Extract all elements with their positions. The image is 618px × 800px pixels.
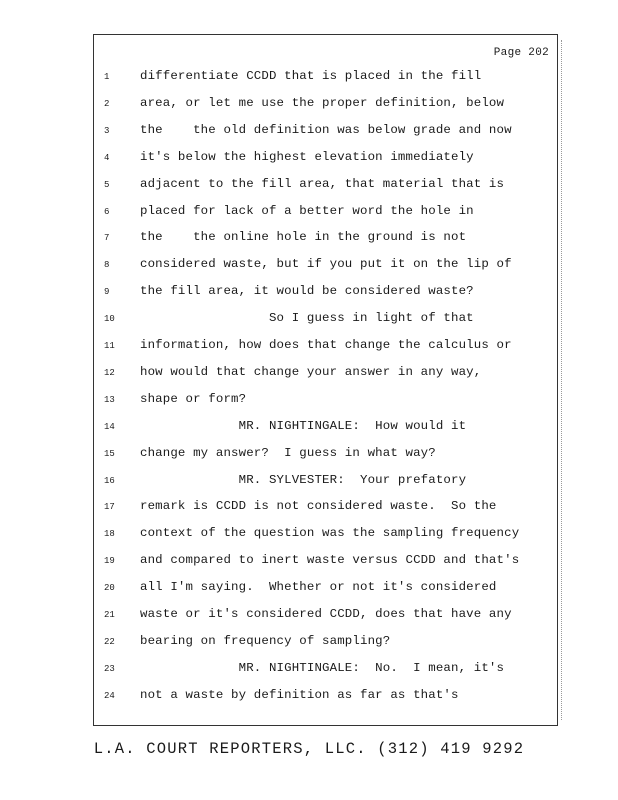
transcript-line xyxy=(94,365,557,385)
line-text: area, or let me use the proper definition, below xyxy=(140,95,505,110)
line-number: 15 xyxy=(104,448,115,459)
line-text: bearing on frequency of sampling? xyxy=(140,633,391,648)
transcript-page xyxy=(93,34,558,726)
line-text: adjacent to the fill area, that material that is xyxy=(140,176,505,191)
transcript-line xyxy=(94,69,557,89)
transcript-line xyxy=(94,311,557,331)
line-text: placed for lack of a better word the hole in xyxy=(140,203,474,218)
transcript-line xyxy=(94,446,557,466)
page-number: Page 202 xyxy=(493,47,549,59)
line-number: 16 xyxy=(104,475,115,486)
line-number: 3 xyxy=(104,125,110,136)
line-text: MR. SYLVESTER: Your prefatory xyxy=(140,472,467,487)
line-number: 7 xyxy=(104,233,110,244)
transcript-line xyxy=(94,96,557,116)
line-text: and compared to inert waste versus CCDD and that's xyxy=(140,553,520,568)
transcript-line xyxy=(94,419,557,439)
transcript-line xyxy=(94,473,557,493)
line-number: 13 xyxy=(104,394,115,405)
line-text: not a waste by definition as far as that's xyxy=(140,687,459,702)
line-text: the fill area, it would be considered waste? xyxy=(140,284,474,299)
transcript-line xyxy=(94,204,557,224)
line-text: remark is CCDD is not considered waste. So the xyxy=(140,499,497,514)
transcript-line xyxy=(94,499,557,519)
line-text: information, how does that change the calculus or xyxy=(140,338,512,352)
transcript-line xyxy=(94,607,557,627)
line-text: MR. NIGHTINGALE: How would it xyxy=(140,418,467,433)
line-text: So I guess in light of that xyxy=(140,311,474,326)
transcript-line xyxy=(94,661,557,681)
transcript-line xyxy=(94,688,557,708)
line-text: context of the question was the sampling frequency xyxy=(140,526,520,541)
line-number: 22 xyxy=(104,636,115,647)
line-text: the the online hole in the ground is not xyxy=(140,230,467,245)
line-text: change my answer? I guess in what way? xyxy=(140,445,436,460)
court-reporter-footer: L.A. COURT REPORTERS, LLC. (312) 419 9292 xyxy=(93,740,525,758)
line-number: 23 xyxy=(104,663,115,674)
line-text: shape or form? xyxy=(140,391,247,406)
line-number: 5 xyxy=(104,179,110,190)
line-number: 20 xyxy=(104,583,115,594)
transcript-line xyxy=(94,338,557,358)
transcript-line xyxy=(94,580,557,600)
transcript-line xyxy=(94,150,557,170)
line-text: the the old definition was below grade and now xyxy=(140,122,512,137)
line-text: how would that change your answer in any way, xyxy=(140,364,482,379)
transcript-line xyxy=(94,257,557,277)
transcript-line xyxy=(94,392,557,412)
line-text: MR. NIGHTINGALE: No. I mean, it's xyxy=(140,660,505,675)
line-text: waste or it's considered CCDD, does that have any xyxy=(140,607,512,621)
line-number: 10 xyxy=(104,314,115,325)
transcript-line xyxy=(94,553,557,573)
line-text: considered waste, but if you put it on the lip of xyxy=(140,257,512,272)
line-number: 14 xyxy=(104,421,115,432)
line-number: 18 xyxy=(104,529,115,540)
transcript-line xyxy=(94,284,557,304)
line-text: all I'm saying. Whether or not it's considered xyxy=(140,580,497,595)
line-number: 9 xyxy=(104,287,110,298)
line-number: 11 xyxy=(104,341,115,351)
transcript-line xyxy=(94,123,557,143)
line-number: 21 xyxy=(104,610,115,620)
line-text: differentiate CCDD that is placed in the fill xyxy=(140,69,482,83)
line-text: it's below the highest elevation immediately xyxy=(140,149,474,164)
line-number: 12 xyxy=(104,367,115,378)
transcript-line xyxy=(94,634,557,654)
transcript-line xyxy=(94,526,557,546)
line-number: 19 xyxy=(104,556,115,567)
line-number: 17 xyxy=(104,502,115,513)
line-number: 1 xyxy=(104,72,110,82)
page-edge-divider xyxy=(561,40,562,720)
line-number: 6 xyxy=(104,206,110,217)
line-number: 24 xyxy=(104,690,115,701)
line-number: 8 xyxy=(104,260,110,271)
line-number: 4 xyxy=(104,152,110,163)
transcript-line xyxy=(94,177,557,197)
transcript-line xyxy=(94,230,557,250)
line-number: 2 xyxy=(104,98,110,109)
